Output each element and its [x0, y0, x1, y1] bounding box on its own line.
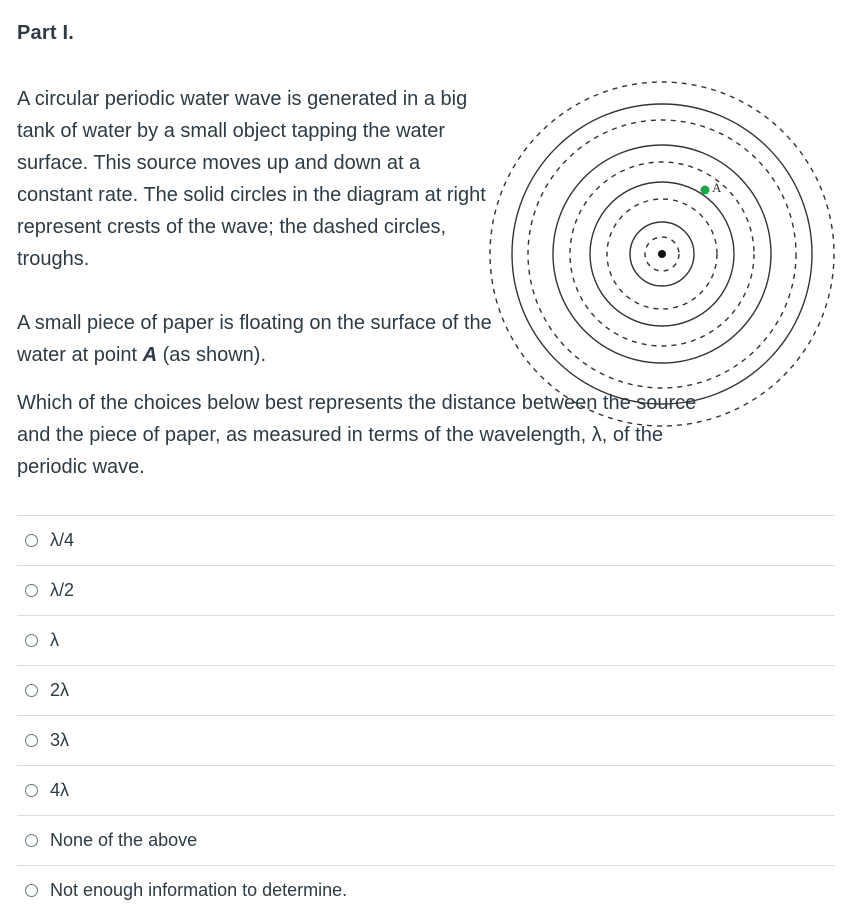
answer-label: None of the above	[50, 830, 198, 850]
question-prompt: Which of the choices below best represents the distance between the source and the piece of paper, as measured in terms of the wavelength, λ, of the periodic wave.	[17, 392, 697, 478]
question-intro: A circular periodic water wave is generated in a big tank of water by a small object tapping the water surface. This source moves up and down at a constant rate. The solid circles in the diagram at right represent crests of the wave; the dashed circles, troughs.	[17, 88, 486, 270]
answer-option[interactable]	[17, 865, 835, 915]
answer-option[interactable]	[17, 615, 835, 665]
answer-option[interactable]	[17, 515, 835, 565]
radio-button[interactable]	[25, 884, 38, 897]
radio-button[interactable]	[25, 834, 38, 847]
answer-label: λ/4	[50, 530, 75, 550]
answer-option[interactable]	[17, 765, 835, 815]
radio-button[interactable]	[25, 734, 38, 747]
answer-list	[17, 515, 835, 915]
radio-button[interactable]	[25, 584, 38, 597]
radio-button[interactable]	[25, 684, 38, 697]
answer-label: λ	[50, 630, 59, 650]
radio-button[interactable]	[25, 784, 38, 797]
answer-label: Not enough information to determine.	[50, 880, 348, 900]
diagram-point-label: A	[712, 180, 722, 195]
part-title: Part I.	[17, 22, 74, 44]
paper-description	[17, 307, 497, 371]
answer-label: 3λ	[50, 730, 70, 750]
answer-option[interactable]	[17, 815, 835, 865]
wave-diagram	[480, 74, 840, 434]
answer-label: λ/2	[50, 580, 75, 600]
paper-text-before: A small piece of paper is floating on the surface of the water at point	[17, 312, 492, 366]
answer-label: 2λ	[50, 680, 70, 700]
radio-button[interactable]	[25, 534, 38, 547]
answer-option[interactable]	[17, 715, 835, 765]
answer-label: 4λ	[50, 780, 70, 800]
answer-option[interactable]	[17, 565, 835, 615]
point-a-label: A	[142, 344, 158, 366]
answer-option[interactable]	[17, 665, 835, 715]
point-a-marker	[701, 186, 710, 195]
paper-text-after: (as shown).	[157, 344, 267, 366]
radio-button[interactable]	[25, 634, 38, 647]
wave-source-dot	[658, 250, 666, 258]
